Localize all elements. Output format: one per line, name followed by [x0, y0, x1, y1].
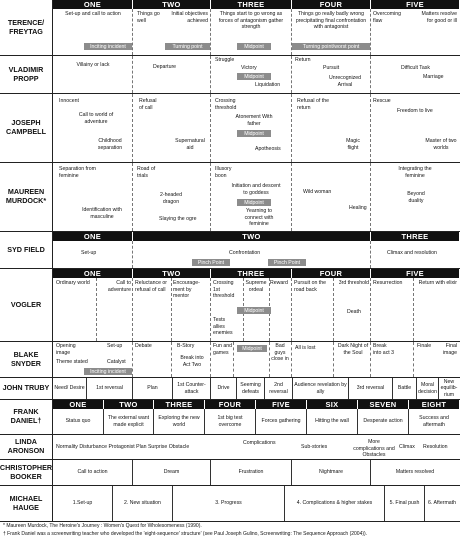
theorist-name: MICHAEL HAUGE — [9, 493, 43, 512]
stage-text: Healing — [349, 205, 367, 211]
stage-cell: 5. Final push — [385, 486, 425, 521]
stage-cell: Forces gathering — [256, 409, 307, 434]
act-header-six: SIX — [307, 400, 357, 409]
act-header-two: TWO — [133, 232, 370, 241]
stage-cell: 1st reversal — [87, 378, 133, 399]
stage-text: Normality Disturbance Protagonist Plan Surprise Obstacle — [56, 444, 190, 450]
row-freytag — [0, 0, 460, 55]
stage-text: Resurrection — [373, 280, 403, 286]
stage-text: Break into act 3 — [373, 343, 395, 356]
stage-text: Things start to go wrong as forces of antagonism gather strength — [218, 11, 284, 30]
act-header-one: ONE — [53, 269, 132, 278]
stage-text: Villainy or lack — [76, 62, 110, 68]
footnote-daniel: † Frank Daniel was a screenwriting teacher who developed the 'eight-sequence' structure' (see Paul Joseph Gulino, Screenwriting: The Sequence Approach (2004)). — [3, 531, 368, 537]
stage-text: Dark Night of the Soul — [337, 343, 369, 356]
theorist-name: FRANK DANIEL† — [10, 407, 42, 425]
stage-text: Crossing threshold — [215, 98, 237, 111]
stage-text: Wild woman — [303, 189, 332, 195]
stage-text: Catalyst — [107, 359, 126, 365]
theorist-name: TERENCE/ FREYTAG — [7, 17, 45, 36]
row-campbell — [0, 94, 460, 162]
stage-cell: 2nd reversal — [265, 378, 293, 399]
row-vogler — [0, 269, 460, 341]
act-header-two: TWO — [133, 269, 210, 278]
marker-turning-point: Turning point — [165, 43, 210, 50]
stage-text: Finale — [417, 343, 432, 349]
stage-cell: 1.Set-up — [53, 486, 113, 521]
row-daniel — [0, 400, 460, 434]
row-booker — [0, 460, 460, 485]
stage-text: Beyond duality — [407, 191, 425, 204]
marker-midpoint: Midpoint — [237, 43, 271, 50]
stage-cell: Hitting the wall — [307, 409, 358, 434]
stage-text: Master of two worlds — [425, 138, 457, 151]
stage-cell: 2. New situation — [113, 486, 173, 521]
stage-text: Resolution — [423, 444, 448, 450]
marker-midpoint: Midpoint — [237, 345, 267, 352]
stage-text: Pursuit — [323, 65, 340, 71]
act-header-two: TWO — [104, 400, 153, 409]
marker-midpoint: Midpoint — [237, 73, 271, 80]
stage-text: More complications and Obstacles — [353, 439, 395, 458]
stage-cell: New equilib- rium — [440, 379, 458, 398]
act-header-five: FIVE — [371, 0, 459, 9]
stage-text: Apotheosis — [255, 146, 281, 152]
marker-midpoint: Midpoint — [237, 199, 271, 206]
stage-cell: 1st Counter- attack — [173, 378, 211, 399]
stage-text: Things go really badly wrong precipitating final confrontation with antagonist — [295, 11, 367, 30]
stage-text: Departure — [153, 64, 177, 70]
stage-cell: 4. Complications & higher stakes — [285, 486, 385, 521]
theorist-name: LINDA ARONSON — [7, 437, 45, 455]
stage-text: Return with elixir — [418, 280, 457, 286]
row-truby — [0, 378, 460, 399]
marker-inciting-incident: Inciting incident — [84, 43, 132, 50]
stage-cell: Nightmare — [292, 460, 371, 485]
theorist-name: JOSEPH CAMPBELL — [6, 118, 46, 136]
stage-text: Encourage- ment by mentor — [173, 280, 200, 299]
stage-cell: Drive — [211, 378, 237, 399]
row-snyder — [0, 342, 460, 377]
act-header-three: THREE — [211, 0, 291, 9]
stage-cell: Dream — [133, 460, 211, 485]
stage-text: Struggle — [215, 57, 235, 63]
stage-text: Bad guys close in — [271, 343, 289, 362]
stage-text: Reluctance or refusal of call — [135, 280, 168, 293]
stage-cell: 3rd reversal — [349, 378, 393, 399]
stage-cell: Call to action — [53, 460, 133, 485]
stage-text: Separation from feminine — [59, 166, 96, 179]
stage-text: Crossing 1st threshold — [213, 280, 235, 299]
stage-text: Pursuit on the road back — [294, 280, 327, 293]
stage-text: All is lost — [295, 345, 316, 351]
footnote-murdock: * Maureen Murdock, The Heroine's Journey : Women's Quest for Wholesomeness (1990). — [3, 523, 202, 529]
stage-text: Unrecognized Arrival — [328, 75, 361, 88]
act-header-three: THREE — [211, 269, 291, 278]
stage-cell: Need/ Desire — [53, 378, 87, 399]
stage-text: B-Story — [177, 343, 195, 349]
stage-text: Rescue — [373, 98, 391, 104]
theorist-name: VOGLER — [10, 299, 42, 309]
stage-text: Liquidation — [255, 82, 281, 88]
stage-text: Set-up — [107, 343, 123, 349]
stage-text: Ordinary world — [56, 280, 90, 286]
stage-text: Refusal of the return — [297, 98, 330, 111]
theorist-name: BLAKE SNYDER — [11, 349, 41, 368]
row-field — [0, 232, 460, 268]
marker-turning-point-worst: Turning point/worst point — [292, 43, 370, 50]
stage-text: Tests allies enemies — [213, 317, 233, 336]
stage-text: Confrontation — [229, 250, 261, 256]
theorist-name: SYD FIELD — [7, 244, 45, 254]
stage-cell: Matters resolved — [395, 469, 435, 476]
stage-text: Things go well — [137, 11, 160, 24]
stage-cell: Seeming defeats — [237, 378, 265, 399]
stage-text: Climax — [399, 444, 415, 450]
stage-text: Return — [295, 57, 311, 63]
act-header-four: FOUR — [205, 400, 255, 409]
stage-cell: Audience revelation by ally — [293, 378, 349, 399]
stage-text: Theme stated — [56, 359, 88, 365]
stage-text: Set-up and call to action — [65, 11, 121, 17]
stage-text: Victory — [241, 65, 257, 71]
stage-text: Yearning to connect with feminine — [244, 208, 274, 227]
act-header-five: FIVE — [256, 400, 306, 409]
stage-text: Magic flight — [346, 138, 360, 151]
row-propp — [0, 56, 460, 93]
stage-text: Slaying the ogre — [159, 216, 197, 222]
stage-text: Supernatural aid — [175, 138, 205, 151]
row-murdock — [0, 163, 460, 231]
stage-text: Freedom to live — [397, 108, 433, 114]
marker-midpoint: Midpoint — [237, 130, 271, 137]
stage-cell: Plan — [133, 378, 173, 399]
stage-text: Supreme ordeal — [245, 280, 267, 293]
stage-text: Reward — [270, 280, 288, 286]
stage-text: Death — [347, 309, 361, 315]
act-header-three: THREE — [154, 400, 204, 409]
stage-text: Break into Act Two — [180, 355, 204, 368]
act-header-seven: SEVEN — [358, 400, 408, 409]
marker-midpoint: Midpoint — [237, 307, 271, 314]
stage-cell: The external want made explicit — [104, 409, 154, 434]
theorist-name: MAUREEN MURDOCK* — [5, 187, 47, 205]
stage-text: Identification with masculine — [82, 207, 122, 220]
row-hauge — [0, 486, 460, 521]
stage-text: 2-headed dragon — [160, 192, 182, 205]
stage-text: Road of trials — [137, 166, 156, 179]
stage-text: Fun and games — [213, 343, 233, 356]
stage-text: Call to adventure — [107, 280, 131, 293]
stage-text: Debate — [135, 343, 152, 349]
act-header-one: ONE — [53, 400, 103, 409]
act-header-four: FOUR — [292, 0, 370, 9]
marker-pinch-point-1: Pinch Point — [192, 259, 230, 266]
stage-cell: Moral decision — [417, 378, 439, 399]
act-header-one: ONE — [53, 0, 132, 9]
marker-inciting-incident: Inciting incident — [84, 368, 132, 375]
stage-text: Overcoming flaw — [373, 11, 401, 24]
act-header-four: FOUR — [292, 269, 370, 278]
stage-cell: Exploring the new world — [154, 409, 205, 434]
stage-text: Childhood separation — [97, 138, 123, 151]
stage-cell: 1st big test overcome — [205, 409, 256, 434]
stage-text: Difficult Task — [401, 65, 430, 71]
stage-text: Atonement With father — [235, 114, 273, 127]
stage-text: Call to world of adventure — [78, 112, 114, 125]
act-header-five: FIVE — [371, 269, 459, 278]
stage-cell: 6. Aftermath — [428, 500, 456, 507]
stage-text: Marriage — [423, 74, 444, 80]
row-aronson — [0, 435, 460, 459]
stage-text: Complications — [243, 440, 276, 446]
stage-text: Sub-stories — [301, 444, 328, 450]
stage-text: Innocent — [59, 98, 79, 104]
stage-cell: Status quo — [53, 409, 104, 434]
theorist-name: VLADIMIR PROPP — [8, 64, 44, 83]
act-header-eight: EIGHT — [409, 400, 459, 409]
stage-text: Illusory boon — [215, 166, 232, 179]
stage-text: Set-up — [81, 250, 97, 256]
act-header-three: THREE — [371, 232, 459, 241]
stage-text: Matters resolve for good or ill — [421, 11, 457, 24]
stage-text: Final image — [442, 343, 457, 356]
stage-cell: Success and aftermath — [419, 415, 449, 428]
stage-cell: Desperate action — [358, 409, 409, 434]
act-header-two: TWO — [133, 0, 210, 9]
stage-text: Initiation and descent to goddess — [231, 183, 281, 196]
stage-text: Initial objectives achieved — [171, 11, 208, 24]
stage-text: Opening image — [56, 343, 76, 356]
stage-text: Integrating the feminine — [398, 166, 432, 179]
stage-text: Refusal of call — [139, 98, 157, 111]
stage-cell: Battle — [393, 378, 417, 399]
theorist-name: JOHN TRUBY — [2, 383, 50, 393]
stage-text: Climax and resolution — [387, 250, 437, 256]
theorist-name: CHRISTOPHER BOOKER — [0, 462, 53, 481]
act-header-one: ONE — [53, 232, 132, 241]
stage-cell: Frustration — [211, 460, 292, 485]
marker-pinch-point-2: Pinch Point — [268, 259, 306, 266]
stage-text: 3rd threshold — [338, 280, 369, 286]
stage-cell: 3. Progress — [173, 486, 285, 521]
